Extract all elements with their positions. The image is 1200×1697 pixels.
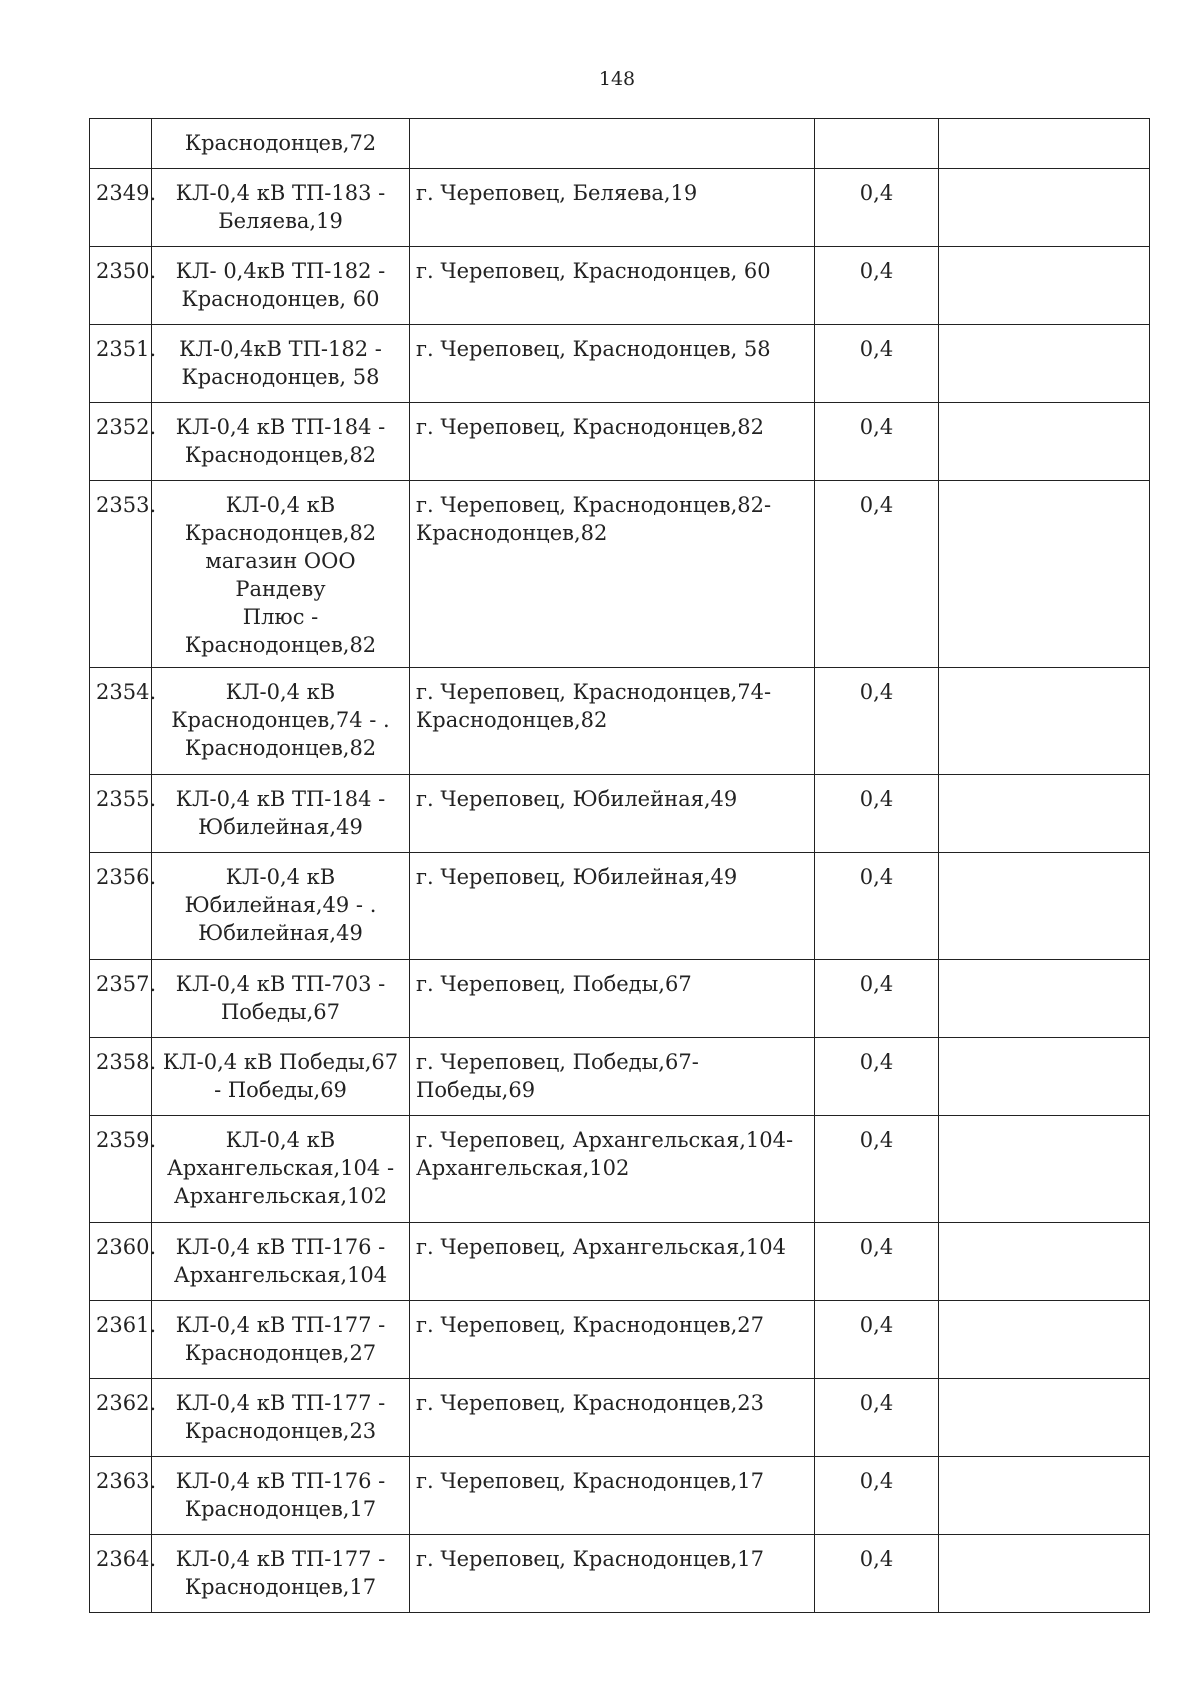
voltage-cell [815, 403, 939, 481]
registry-table [89, 118, 1150, 1613]
address-cell-text: г. Череповец, Краснодонцев,82- Краснодонцев,82 [416, 493, 772, 545]
voltage-cell-text: 0,4 [859, 1050, 894, 1074]
line-name-cell [152, 1223, 410, 1301]
address-cell-text: г. Череповец, Краснодонцев,82 [416, 415, 764, 439]
line-name-cell [152, 853, 410, 960]
row-number-cell [90, 1223, 157, 1301]
address-cell-text: г. Череповец, Краснодонцев,23 [416, 1391, 764, 1415]
row-number-cell [90, 775, 157, 853]
extra-cell [939, 1038, 1150, 1116]
row-number-cell [90, 1038, 157, 1116]
row-number-cell-text: 2353. [96, 493, 157, 517]
voltage-cell-text: 0,4 [859, 1391, 894, 1415]
row-number-cell [90, 1301, 157, 1379]
page-number: 148 [598, 68, 636, 90]
voltage-cell-text: 0,4 [859, 259, 894, 283]
row-number-cell [90, 668, 157, 775]
address-cell [410, 1116, 815, 1223]
row-number-cell [90, 1116, 157, 1223]
row-number-cell-text: 2350. [96, 259, 157, 283]
table-row [90, 1379, 1150, 1457]
voltage-cell-text: 0,4 [859, 972, 894, 996]
table-row [90, 668, 1150, 775]
table-row [90, 325, 1150, 403]
line-name-cell-text: КЛ-0,4 кВ Краснодонцев,82 магазин ООО Рандеву Плюс - Краснодонцев,82 [184, 493, 377, 657]
row-number-cell-text: 2359. [96, 1128, 157, 1152]
row-number-cell-text: 2358. [96, 1050, 157, 1074]
voltage-cell [815, 1535, 939, 1613]
line-name-cell [152, 119, 410, 169]
address-cell [410, 1457, 815, 1535]
voltage-cell [815, 325, 939, 403]
row-number-cell [90, 325, 157, 403]
row-number-cell-text: 2355. [96, 787, 157, 811]
line-name-cell-text: КЛ-0,4 кВ ТП-177 - Краснодонцев,27 [175, 1313, 386, 1365]
registry-table-body [90, 119, 1150, 1613]
row-number-cell [90, 1535, 157, 1613]
table-row [90, 775, 1150, 853]
voltage-cell-text: 0,4 [859, 415, 894, 439]
voltage-cell-text: 0,4 [859, 1235, 894, 1259]
extra-cell [939, 1379, 1150, 1457]
extra-cell [939, 1535, 1150, 1613]
voltage-cell [815, 1379, 939, 1457]
voltage-cell-text: 0,4 [859, 1128, 894, 1152]
voltage-cell [815, 1116, 939, 1223]
table-row [90, 1116, 1150, 1223]
voltage-cell-text: 0,4 [859, 865, 894, 889]
address-cell-text: г. Череповец, Краснодонцев,74- Краснодонцев,82 [416, 680, 772, 732]
table-row [90, 1457, 1150, 1535]
line-name-cell [152, 775, 410, 853]
address-cell-text: г. Череповец, Юбилейная,49 [416, 787, 738, 811]
table-row [90, 119, 1150, 169]
address-cell [410, 668, 815, 775]
row-number-cell [90, 1457, 157, 1535]
extra-cell [939, 1301, 1150, 1379]
voltage-cell-text: 0,4 [859, 181, 894, 205]
voltage-cell-text: 0,4 [859, 680, 894, 704]
row-number-cell-text: 2364. [96, 1547, 157, 1571]
row-number-cell [90, 247, 157, 325]
address-cell-text: г. Череповец, Краснодонцев, 58 [416, 337, 771, 361]
voltage-cell [815, 119, 939, 169]
row-number-cell-text: 2357. [96, 972, 157, 996]
line-name-cell [152, 960, 410, 1038]
row-number-cell-text: 2354. [96, 680, 157, 704]
address-cell [410, 325, 815, 403]
line-name-cell [152, 1116, 410, 1223]
extra-cell [939, 960, 1150, 1038]
address-cell [410, 1379, 815, 1457]
table-row [90, 1301, 1150, 1379]
address-cell [410, 1038, 815, 1116]
address-cell [410, 853, 815, 960]
address-cell [410, 1301, 815, 1379]
address-cell [410, 119, 815, 169]
table-row [90, 247, 1150, 325]
row-number-cell-text: 2361. [96, 1313, 157, 1337]
address-cell-text: г. Череповец, Победы,67 [416, 972, 692, 996]
address-cell-text: г. Череповец, Беляева,19 [416, 181, 698, 205]
voltage-cell [815, 169, 939, 247]
row-number-cell [90, 119, 152, 169]
line-name-cell [152, 403, 410, 481]
row-number-cell-text: 2349. [96, 181, 157, 205]
voltage-cell [815, 853, 939, 960]
line-name-cell-text: КЛ-0,4 кВ Архангельская,104 - Архангельская,102 [166, 1128, 395, 1208]
voltage-cell [815, 1223, 939, 1301]
voltage-cell-text: 0,4 [859, 1469, 894, 1493]
table-row [90, 481, 1150, 668]
address-cell [410, 481, 815, 668]
address-cell-text: г. Череповец, Краснодонцев,17 [416, 1547, 764, 1571]
address-cell [410, 247, 815, 325]
address-cell-text: г. Череповец, Архангельская,104 [416, 1235, 786, 1259]
address-cell-text: г. Череповец, Краснодонцев,27 [416, 1313, 764, 1337]
table-row [90, 1535, 1150, 1613]
line-name-cell [152, 247, 410, 325]
voltage-cell [815, 481, 939, 668]
voltage-cell [815, 1038, 939, 1116]
row-number-cell [90, 169, 157, 247]
line-name-cell [152, 1535, 410, 1613]
address-cell-text: г. Череповец, Краснодонцев,17 [416, 1469, 764, 1493]
voltage-cell [815, 247, 939, 325]
line-name-cell-text: КЛ-0,4кВ ТП-182 - Краснодонцев, 58 [179, 337, 382, 389]
line-name-cell-text: КЛ- 0,4кВ ТП-182 - Краснодонцев, 60 [175, 259, 386, 311]
extra-cell [939, 1457, 1150, 1535]
row-number-cell [90, 481, 157, 668]
table-row [90, 853, 1150, 960]
voltage-cell-text: 0,4 [859, 1547, 894, 1571]
address-cell-text: г. Череповец, Юбилейная,49 [416, 865, 738, 889]
extra-cell [939, 668, 1150, 775]
line-name-cell-text: КЛ-0,4 кВ Юбилейная,49 - . Юбилейная,49 [184, 865, 377, 945]
voltage-cell [815, 668, 939, 775]
address-cell [410, 775, 815, 853]
voltage-cell-text: 0,4 [859, 337, 894, 361]
address-cell [410, 1535, 815, 1613]
row-number-cell-text: 2351. [96, 337, 157, 361]
extra-cell [939, 1116, 1150, 1223]
row-number-cell-text: 2363. [96, 1469, 157, 1493]
address-cell [410, 1223, 815, 1301]
address-cell [410, 169, 815, 247]
line-name-cell [152, 1301, 410, 1379]
table-row [90, 169, 1150, 247]
row-number-cell [90, 403, 157, 481]
line-name-cell [152, 1457, 410, 1535]
voltage-cell-text: 0,4 [859, 493, 894, 517]
voltage-cell [815, 1301, 939, 1379]
extra-cell [939, 1223, 1150, 1301]
table-row [90, 1223, 1150, 1301]
address-cell-text: г. Череповец, Архангельская,104- Архангельская,102 [416, 1128, 794, 1180]
table-row [90, 1038, 1150, 1116]
voltage-cell-text: 0,4 [859, 1313, 894, 1337]
row-number-cell [90, 960, 157, 1038]
line-name-cell-text: КЛ-0,4 кВ ТП-703 - Победы,67 [175, 972, 386, 1024]
extra-cell [939, 775, 1150, 853]
line-name-cell-text: КЛ-0,4 кВ ТП-184 - Юбилейная,49 [175, 787, 386, 839]
extra-cell [939, 403, 1150, 481]
extra-cell [939, 853, 1150, 960]
line-name-cell-text: КЛ-0,4 кВ ТП-183 - Беляева,19 [175, 181, 386, 233]
voltage-cell [815, 775, 939, 853]
row-number-cell-text: 2360. [96, 1235, 157, 1259]
voltage-cell [815, 1457, 939, 1535]
extra-cell [939, 119, 1150, 169]
voltage-cell [815, 960, 939, 1038]
address-cell [410, 960, 815, 1038]
line-name-cell-text: КЛ-0,4 кВ Краснодонцев,74 - . Краснодонцев,82 [171, 680, 390, 760]
extra-cell [939, 169, 1150, 247]
line-name-cell [152, 169, 410, 247]
table-row [90, 960, 1150, 1038]
row-number-cell-text: 2362. [96, 1391, 157, 1415]
line-name-cell-text: КЛ-0,4 кВ ТП-176 - Краснодонцев,17 [175, 1469, 386, 1521]
line-name-cell [152, 1038, 410, 1116]
line-name-cell-text: КЛ-0,4 кВ ТП-177 - Краснодонцев,23 [175, 1391, 386, 1443]
row-number-cell-text: 2356. [96, 865, 157, 889]
line-name-cell-text: КЛ-0,4 кВ ТП-184 - Краснодонцев,82 [175, 415, 386, 467]
line-name-cell [152, 668, 410, 775]
line-name-cell [152, 481, 410, 668]
row-number-cell [90, 853, 157, 960]
line-name-cell-text: КЛ-0,4 кВ ТП-177 - Краснодонцев,17 [175, 1547, 386, 1599]
line-name-cell [152, 1379, 410, 1457]
extra-cell [939, 481, 1150, 668]
line-name-cell-text: Краснодонцев,72 [184, 131, 377, 155]
line-name-cell-text: КЛ-0,4 кВ Победы,67 - Победы,69 [162, 1050, 399, 1102]
address-cell-text: г. Череповец, Победы,67- Победы,69 [416, 1050, 699, 1102]
address-cell [410, 403, 815, 481]
table-row [90, 403, 1150, 481]
line-name-cell-text: КЛ-0,4 кВ ТП-176 - Архангельская,104 [173, 1235, 388, 1287]
address-cell-text: г. Череповец, Краснодонцев, 60 [416, 259, 771, 283]
extra-cell [939, 247, 1150, 325]
voltage-cell-text: 0,4 [859, 787, 894, 811]
row-number-cell-text: 2352. [96, 415, 157, 439]
extra-cell [939, 325, 1150, 403]
line-name-cell [152, 325, 410, 403]
row-number-cell [90, 1379, 157, 1457]
